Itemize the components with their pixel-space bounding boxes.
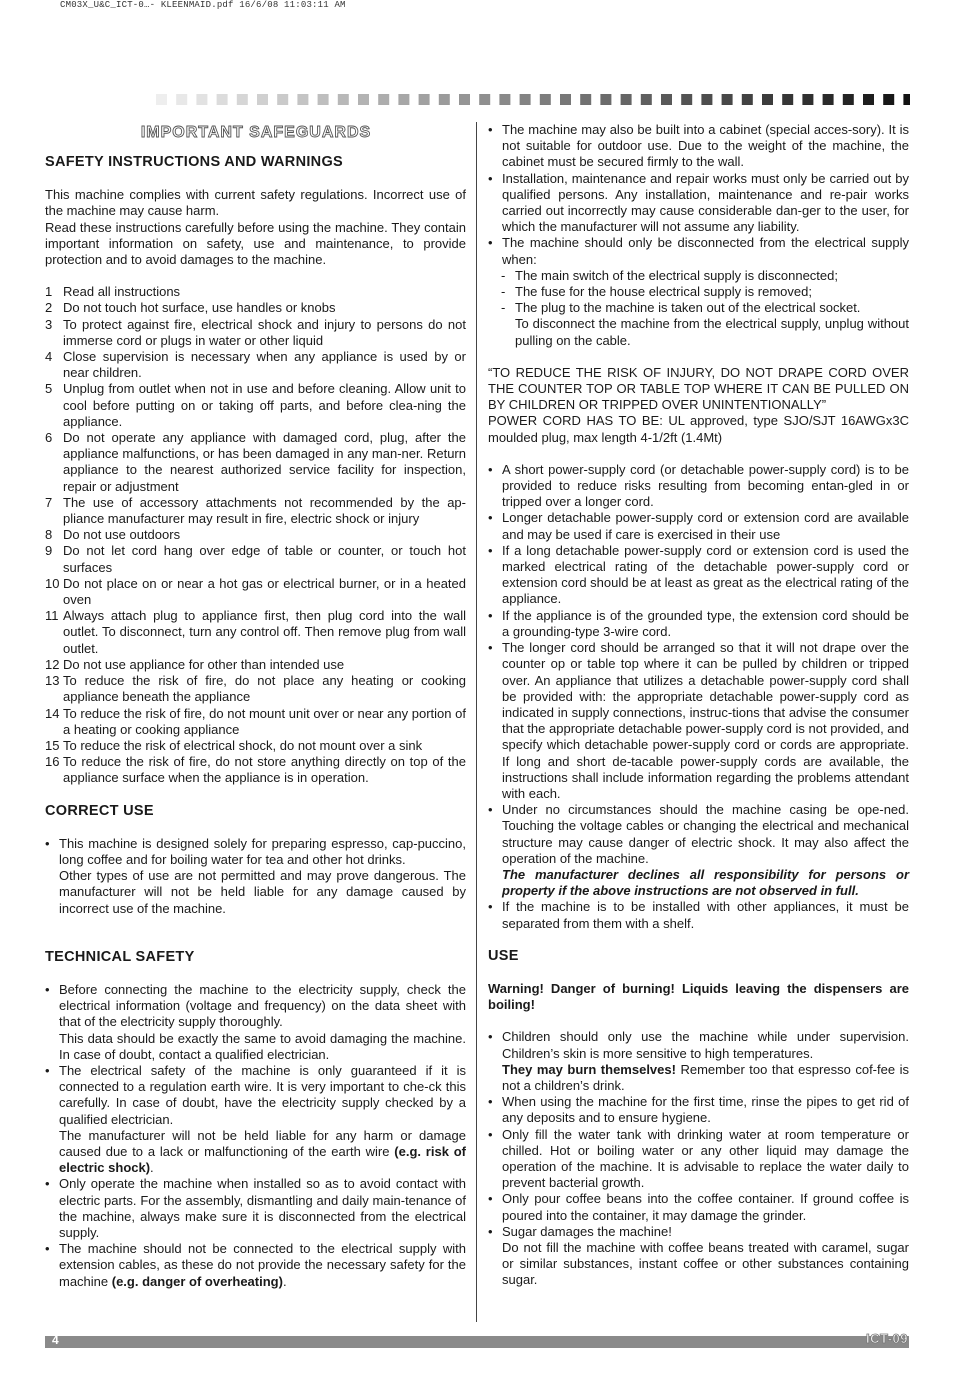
item-number: 16 (45, 754, 60, 770)
bullet-mark: • (488, 607, 493, 623)
decorative-square (419, 94, 430, 105)
decorative-square (398, 94, 409, 105)
safety-intro-1: This machine complies with current safety regulations. Incorrect use of the machine may cause harm. (45, 187, 466, 219)
list-item (488, 640, 909, 802)
list-item (488, 1191, 909, 1223)
tech-b1-cont: This data should be exactly the same to avoid damaging the machine. In case of doubt, contact a qualified electrician. (59, 1030, 466, 1062)
use-u1-bold: They may burn themselves! (502, 1061, 676, 1077)
item-text: To reduce the risk of fire, do not store anything directly on top of the appliance surface when the appliance is in operation. (63, 754, 466, 786)
list-item (45, 1063, 466, 1176)
bullet-mark: • (488, 122, 493, 137)
item-number: 4 (45, 349, 53, 365)
cord-warning-quote: “TO REDUCE THE RISK OF INJURY, DO NOT DRAPE CORD OVER THE COUNTER TOP OR TABLE TOP WHERE IT CAN BE PULLED ON BY CHILDREN OR TRIPPED OVER UNINTENTIONALLY” (488, 364, 909, 413)
item-text: Do not let cord hang over edge of table or counter, or touch hot surfaces (63, 543, 466, 575)
decorative-square (903, 94, 910, 105)
list-item (488, 1029, 909, 1094)
decorative-square (358, 94, 369, 105)
list-item (45, 527, 466, 543)
list-item (45, 657, 466, 673)
list-item (45, 1241, 466, 1290)
item-text: Do not use outdoors (63, 527, 181, 543)
footer-bar (45, 1336, 909, 1348)
item-number: 15 (45, 737, 60, 753)
decorative-square (156, 94, 167, 105)
list-item (45, 576, 466, 608)
right-r2: Installation, maintenance and repair works must only be carried out by qualified persons. Any installation, maintenance and re-pair works carried out incorrectly may cause considerable dan-ger to the user, for which the manufacturer will not assume any liability. (502, 170, 909, 235)
right-d3-cont: To disconnect the machine from the electrical supply, unplug without pulling on the cable. (515, 316, 909, 348)
list-item (488, 608, 909, 640)
item-number: 6 (45, 430, 53, 446)
list-item (45, 1176, 466, 1241)
technical-safety-heading: TECHNICAL SAFETY (45, 948, 195, 965)
decorative-square (176, 94, 187, 105)
list-item (45, 608, 466, 657)
decorative-square (843, 94, 854, 105)
right-c6-disclaimer: The manufacturer declines all responsibility for persons or property if the above instructions are not observed in full. (502, 866, 909, 899)
use-u1: Children should only use the machine while under supervision. Children’s skin is more sensitive to high temperatures. (502, 1029, 909, 1061)
correct-use-text-cont: Other types of use are not permitted and may prove dangerous. The manufacturer will not be held liable for any damage caused by incorrect use of the machine. (59, 868, 466, 916)
print-header: CM03X_U&C_ICT-0…- KLEENMAID.pdf 16/6/08 11:03:11 AM (60, 0, 346, 10)
item-number: 10 (45, 575, 60, 591)
list-item (488, 235, 909, 267)
decorative-square (297, 94, 308, 105)
tech-b2-end: . (150, 1160, 154, 1176)
safeguards-title-text: IMPORTANT SAFEGUARDS (140, 124, 371, 141)
tech-b4 (59, 1241, 466, 1290)
decorative-square (540, 94, 551, 105)
list-item (45, 836, 466, 917)
list-item (45, 430, 466, 495)
right-c2: Longer detachable power-supply cord or extension cord are available and may be used if care is exercised in their use (502, 510, 909, 542)
item-number: 13 (45, 673, 60, 689)
correct-use-text: This machine is designed solely for preparing espresso, cap-puccino, long coffee and for boiling water for tea and other hot drinks. (59, 835, 466, 867)
safety-intro-2: Read these instructions carefully before using the machine. They contain important information on safety, use and maintenance, to provide protection and to avoid damages to the machine. (45, 219, 466, 268)
item-text: Do not place on or near a hot gas or electrical burner, or in a heated oven (63, 575, 466, 608)
item-number: 8 (45, 527, 53, 543)
item-number: 14 (45, 705, 60, 721)
use-u5: Sugar damages the machine! (502, 1223, 672, 1239)
right-c7: If the machine is to be installed with other appliances, it must be separated from them with a shelf. (502, 899, 909, 931)
right-c4: If the appliance is of the grounded type, the extension cord should be a grounding-type 3-wire cord. (502, 607, 909, 639)
decorative-square (762, 94, 773, 105)
model-code: ICT-09 (865, 1331, 908, 1346)
item-text: Always attach plug to appliance first, then plug cord into the wall outlet. To disconnect, turn any control off. Then remove plug from wall outlet. (63, 608, 466, 656)
right-column (488, 122, 909, 1289)
item-number: 7 (45, 494, 53, 510)
correct-use-heading: CORRECT USE (45, 802, 154, 819)
decorative-square (217, 94, 228, 105)
tech-b2: The electrical safety of the machine is only guaranteed if it is connected to a regulation earth wire. It is very important to che-ck this carefully. In case of doubt, have the electricity supply checked by a qualified electrician. (59, 1062, 466, 1127)
tech-b2-cont (59, 1128, 466, 1177)
decorative-square-row (140, 94, 910, 106)
item-text: Do not touch hot surface, use handles or knobs (63, 300, 336, 316)
left-column (45, 122, 466, 1290)
item-text: The use of accessory attachments not recommended by the ap-pliance manufacturer may result in fire, electric shock or injury (63, 494, 466, 527)
item-text: To reduce the risk of electrical shock, do not mount over a sink (63, 737, 423, 753)
right-c3: If a long detachable power-supply cord or extension cord is used the marked electrical rating of the detachable power-supply cord or extension cord should be at least as great as the electrical rating of the appliance. (502, 542, 909, 607)
decorative-square (257, 94, 268, 105)
bullet-mark: • (488, 899, 493, 915)
use-u5-cont: Do not fill the machine with coffee beans treated with caramel, sugar or similar substances, instant coffee or other substances containing sugar. (502, 1240, 909, 1288)
tech-b3: Only operate the machine when installed so as to avoid contact with electric parts. For the assembly, dismantling and daily main-tenance of the machine, always make sure it is disconnected from the electrical supply. (59, 1176, 466, 1240)
right-d3: The plug to the machine is taken out of the electrical socket. (515, 300, 861, 316)
decorative-square (742, 94, 753, 105)
page-number: 4 (52, 1333, 59, 1347)
list-item (488, 300, 909, 349)
bullet-mark: • (488, 235, 493, 251)
list-item (488, 1094, 909, 1126)
decorative-square (439, 94, 450, 105)
use-u2: When using the machine for the first time, rinse the pipes to get rid of any deposits and to ensure hygiene. (502, 1094, 909, 1126)
use-u3: Only fill the water tank with drinking water at room temperature or chilled. Hot or boiling water or any other liquid may damage the operation of the machine. It is advisable to replace the water daily to prevent bacterial growth. (502, 1126, 909, 1191)
dash-mark: - (501, 300, 506, 316)
item-text: Do not operate any appliance with damaged cord, plug, after the appliance malfunctions, or has been damaged in any man-ner. Return appliance to the nearest authorized service facility for inspection, repair or adjustment (63, 430, 466, 494)
decorative-square (722, 94, 733, 105)
decorative-square (499, 94, 510, 105)
tech-b4-end: . (282, 1273, 287, 1289)
bullet-mark: • (488, 1029, 493, 1045)
dash-mark: - (501, 284, 506, 300)
bullet-mark: • (488, 1191, 493, 1207)
list-item (488, 1127, 909, 1192)
tech-b2-cont-text: The manufacturer will not be held liable for any harm or damage caused due to a lack or malfunctioning of the earth wire (59, 1127, 466, 1159)
bullet-mark: • (488, 170, 493, 186)
bullet-mark: • (488, 1223, 493, 1239)
list-item (488, 268, 909, 284)
right-c6: Under no circumstances should the machine casing be ope-ned. Touching the voltage cables or changing the electrical and mechanical structure may cause danger of electric shock. It may also affect the operation of the machine. (502, 802, 909, 866)
decorative-square (661, 94, 672, 105)
list-item (45, 495, 466, 527)
decorative-square (479, 94, 490, 105)
list-item (488, 171, 909, 236)
bullet-mark: • (45, 981, 50, 997)
decorative-square (196, 94, 207, 105)
decorative-square (600, 94, 611, 105)
item-text: Read all instructions (63, 284, 181, 300)
use-u4: Only pour coffee beans into the coffee container. If ground coffee is poured into the container, it may damage the grinder. (502, 1191, 909, 1223)
item-text: Do not use appliance for other than intended use (63, 656, 345, 672)
right-c1: A short power-supply cord (or detachable power-supply cord) is to be provided to reduce risks resulting from becoming entan-gled in or tripped over a longer cord. (502, 461, 909, 510)
decorative-square (802, 94, 813, 105)
right-d1: The main switch of the electrical supply is disconnected; (515, 267, 838, 283)
tech-b4-bold: (e.g. danger of overheating) (111, 1273, 283, 1289)
list-item (488, 122, 909, 171)
list-item (45, 317, 466, 349)
item-text: Close supervision is necessary when any appliance is used by or near children. (63, 349, 466, 381)
power-cord-spec: POWER CORD HAS TO BE: UL approved, type SJO/SJT 16AWGx3C moulded plug, max length 4-1/2ft (1.4Mt) (488, 413, 909, 445)
bullet-mark: • (45, 1062, 50, 1078)
bullet-mark: • (45, 1241, 50, 1257)
decorative-square (580, 94, 591, 105)
list-item (488, 543, 909, 608)
bullet-mark: • (45, 835, 50, 851)
list-item (45, 349, 466, 381)
dash-mark: - (501, 267, 506, 283)
item-number: 3 (45, 316, 53, 332)
decorative-square (863, 94, 874, 105)
item-number: 5 (45, 381, 53, 397)
item-number: 9 (45, 543, 53, 559)
right-r3: The machine should only be disconnected from the electrical supply when: (502, 235, 909, 267)
important-safeguards-title (45, 122, 466, 142)
tech-b4-text: The machine should not be connected to the electrical supply with extension cables, as these do not provide the necessary safety for the machine (59, 1241, 466, 1289)
bullet-mark: • (488, 542, 493, 558)
item-number: 11 (45, 608, 59, 624)
decorative-square (641, 94, 652, 105)
decorative-square (782, 94, 793, 105)
bullet-mark: • (488, 1094, 493, 1110)
right-r1: The machine may also be built into a cabinet (special acces-sory). It is not suitable for outdoor use. Due to the weight of the machine, the cabinet must be secured firmly to the wall. (502, 122, 909, 170)
tech-b2-bold: (e.g. risk of electric shock) (59, 1143, 466, 1176)
list-item (488, 510, 909, 542)
list-item (488, 1224, 909, 1289)
list-item (488, 462, 909, 511)
list-item (45, 738, 466, 754)
bullet-mark: • (45, 1176, 50, 1192)
column-divider (476, 122, 477, 1322)
decorative-square (701, 94, 712, 105)
use-u1-rest: Remember too that espresso cof-fee is not a children’s drink. (502, 1061, 909, 1093)
item-text: Unplug from outlet when not in use and before cleaning. Allow unit to cool before putting on or taking off parts, and before clea-ning the appliance. (63, 381, 466, 429)
decorative-square (237, 94, 248, 105)
item-number: 1 (45, 284, 53, 300)
decorative-square (823, 94, 834, 105)
decorative-square (681, 94, 692, 105)
item-text: To reduce the risk of fire, do not mount unit over or near any portion of a heating or cooking appliance (63, 705, 466, 737)
use-warning: Warning! Danger of burning! Liquids leaving the dispensers are boiling! (488, 980, 909, 1013)
bullet-mark: • (488, 1126, 493, 1142)
list-item (45, 284, 466, 300)
list-item (45, 673, 466, 705)
list-item (488, 284, 909, 300)
list-item (45, 754, 466, 786)
list-item (488, 899, 909, 931)
decorative-square (560, 94, 571, 105)
decorative-square (318, 94, 329, 105)
tech-b1: Before connecting the machine to the electricity supply, check the electrical information (voltage and frequency) on the data sheet with that of the electricity supply thoroughly. (59, 981, 466, 1030)
bullet-mark: • (488, 640, 493, 656)
item-number: 2 (45, 300, 53, 316)
decorative-square (883, 94, 894, 105)
use-heading: USE (488, 947, 519, 964)
list-item (45, 706, 466, 738)
safety-heading: SAFETY INSTRUCTIONS AND WARNINGS (45, 154, 343, 170)
list-item (45, 381, 466, 430)
bullet-mark: • (488, 510, 493, 526)
bullet-mark: • (488, 461, 493, 477)
list-item (45, 982, 466, 1063)
list-item (45, 300, 466, 316)
use-u1-cont (502, 1062, 909, 1094)
decorative-square (378, 94, 389, 105)
right-d2: The fuse for the house electrical supply is removed; (515, 284, 812, 300)
list-item (488, 802, 909, 899)
right-c5: The longer cord should be arranged so that it will not drape over the counter op or table top where it can be pulled by children or tripped over. An appliance that utilizes a detachable power-supply cord shall be provided with: the appropriate detachable power-supply cord as indicated in supply connections, instruc-tions that advise the consumer that the appropriate detachable power-supply cord is not provided, and specify which detachable power-supply cord or cords are appropriate. If long and short de-tacable power-supply cords are available, the instructions shall include information regarding the problems attendant with each. (502, 640, 909, 801)
decorative-square (621, 94, 632, 105)
item-number: 12 (45, 656, 60, 672)
decorative-square (277, 94, 288, 105)
decorative-square (338, 94, 349, 105)
item-text: To protect against fire, electrical shock and injury to persons do not immerse cord or plugs in water or other liquid (63, 316, 466, 348)
item-text: To reduce the risk of fire, do not place any heating or cooking appliance beneath the appliance (63, 673, 466, 705)
decorative-square (459, 94, 470, 105)
bullet-mark: • (488, 802, 493, 818)
list-item (45, 543, 466, 575)
safety-list (45, 284, 466, 786)
decorative-square (520, 94, 531, 105)
